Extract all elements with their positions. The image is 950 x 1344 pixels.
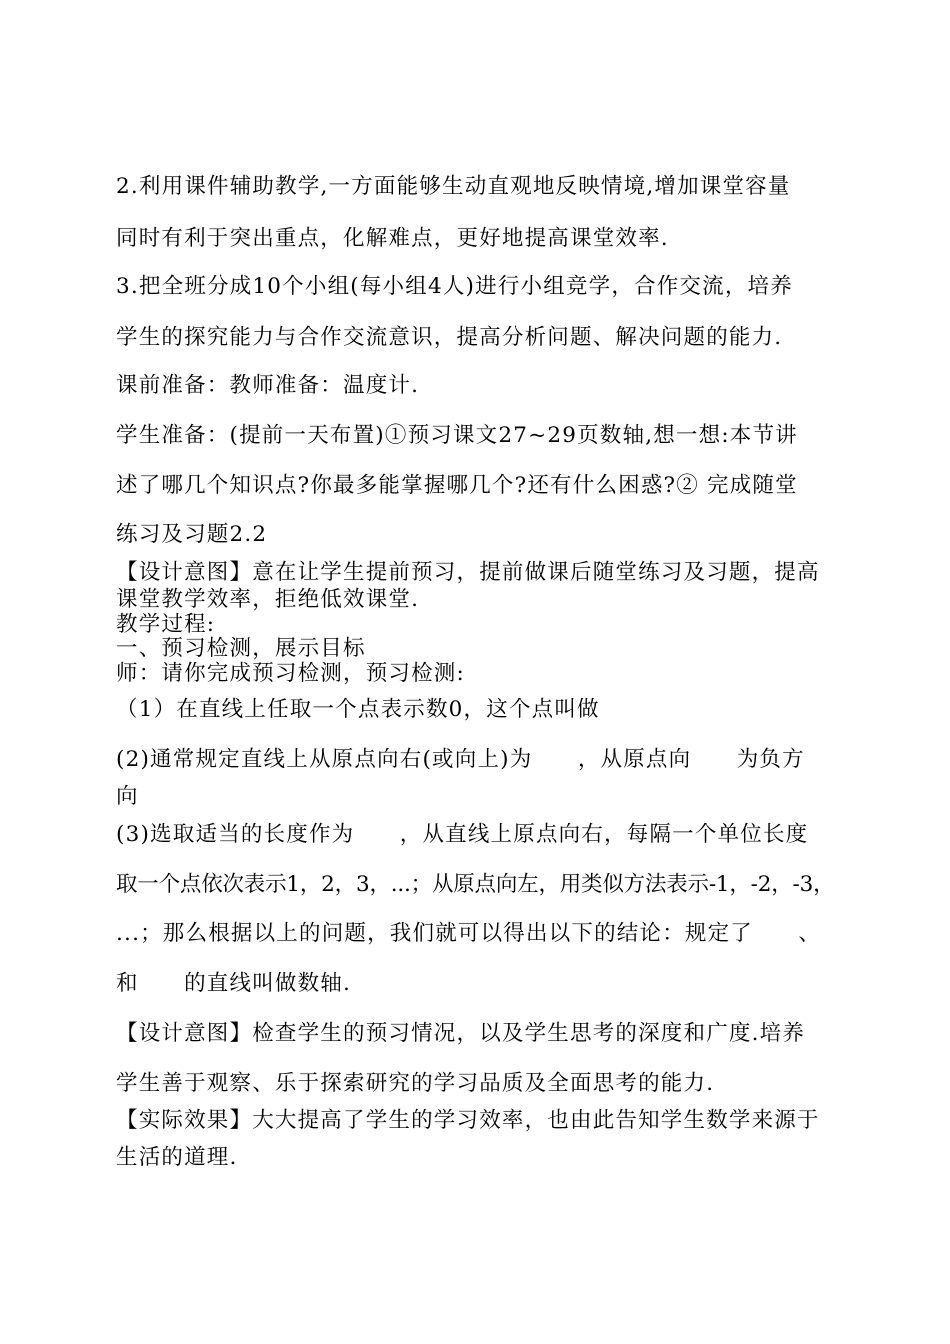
paragraph-line: 述了哪几个知识点?你最多能掌握哪几个?还有什么困惑?② 完成随堂	[116, 473, 798, 498]
paragraph-line: 教学过程:	[116, 612, 216, 637]
paragraph-line: 练习及习题2.2	[116, 522, 268, 547]
paragraph-line: 课前准备：教师准备：温度计.	[116, 373, 420, 398]
paragraph-line: 学生善于观察、乐于探索研究的学习品质及全面思考的能力.	[116, 1071, 715, 1096]
paragraph-line: 师：请你完成预习检测，预习检测:	[116, 661, 465, 686]
paragraph-line: 学生准备：(提前一天布置)①预习课文27~29页数轴,想一想:本节讲	[116, 423, 798, 448]
paragraph-line: (2)通常规定直线上从原点向右(或向上)为 ，从原点向 为负方	[116, 747, 805, 772]
paragraph-line: ...；那么根据以上的问题，我们就可以得出以下的结论：规定了 、	[116, 921, 822, 946]
paragraph-line: 3.把全班分成10个小组(每小组4人)进行小组竞学，合作交流，培养	[116, 274, 793, 299]
paragraph-line: 【实际效果】大大提高了学生的学习效率，也由此告知学生数学来源于	[116, 1108, 820, 1133]
paragraph-line: 生活的道理.	[116, 1145, 238, 1170]
paragraph-line: 一、预习检测，展示目标	[116, 636, 366, 661]
paragraph-line: 和 的直线叫做数轴.	[116, 971, 352, 996]
paragraph-line: (3)选取适当的长度作为 ，从直线上原点向右，每隔一个单位长度	[116, 822, 809, 847]
paragraph-line: 学生的探究能力与合作交流意识，提高分析问题、解决问题的能力.	[116, 325, 783, 350]
paragraph-line: 【设计意图】意在让学生提前预习，提前做课后随堂练习及习题，提高	[116, 560, 820, 585]
paragraph-line: 向	[116, 784, 139, 809]
paragraph-line: 【设计意图】检查学生的预习情况，以及学生思考的深度和广度.培养	[116, 1021, 806, 1046]
paragraph-line: 课堂教学效率，拒绝低效课堂.	[116, 587, 420, 612]
paragraph-line: 同时有利于突出重点，化解难点，更好地提高课堂效率.	[116, 226, 669, 251]
paragraph-line: 2.利用课件辅助教学,一方面能够生动直观地反映情境,增加课堂容量	[116, 174, 791, 199]
paragraph-line: （1）在直线上任取一个点表示数0，这个点叫做	[116, 697, 600, 722]
paragraph-line: 取一个点依次表示1，2，3，...；从原点向左，用类似方法表示-1，-2，-3，	[116, 872, 835, 897]
